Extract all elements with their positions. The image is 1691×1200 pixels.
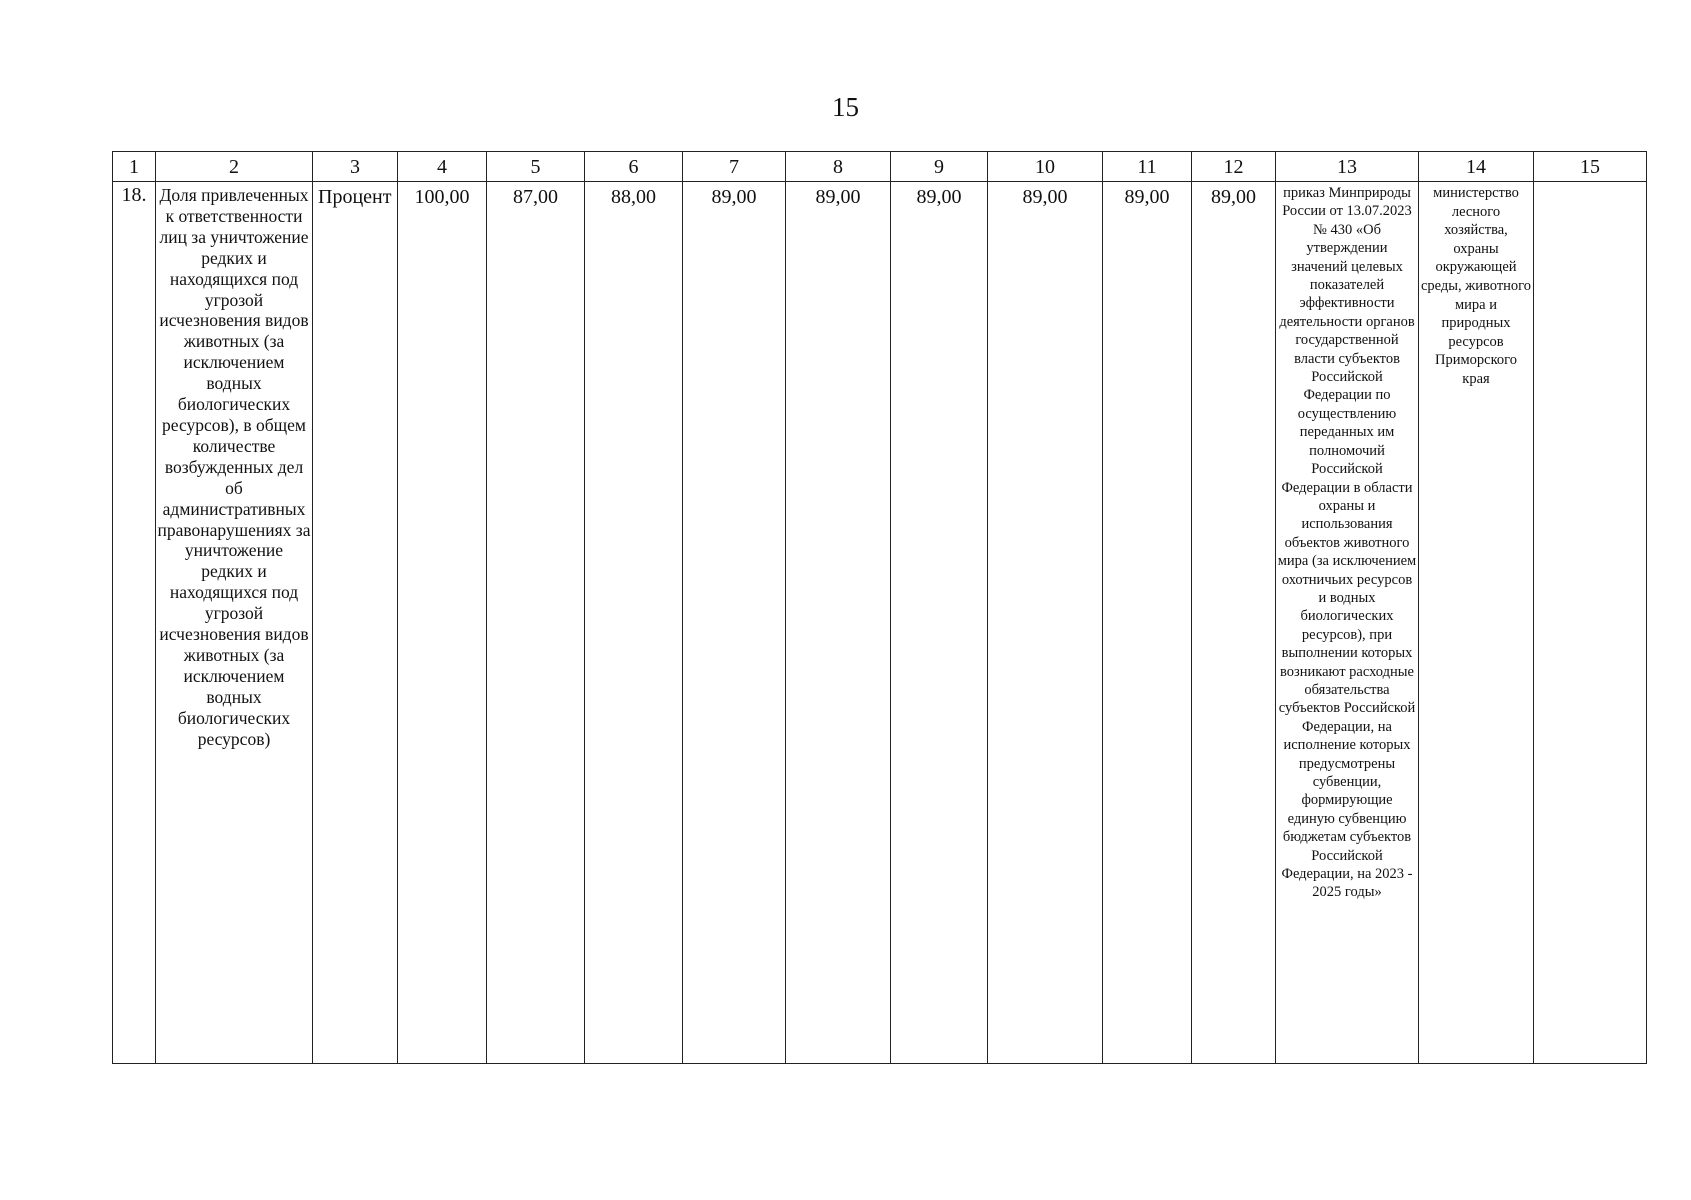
column-header: 5	[487, 152, 585, 182]
row-number: 18.	[113, 182, 156, 1064]
column-header: 12	[1192, 152, 1276, 182]
column-header: 15	[1534, 152, 1647, 182]
column-number-row	[113, 152, 1647, 182]
column-header: 2	[156, 152, 313, 182]
value-cell: 89,00	[1192, 182, 1276, 1064]
column-header: 1	[113, 152, 156, 182]
value-cell: 88,00	[585, 182, 683, 1064]
column-header: 10	[988, 152, 1103, 182]
value-cell: 100,00	[398, 182, 487, 1064]
unit-cell: Процент	[313, 182, 398, 1064]
legal-basis-cell: приказ Минприроды России от 13.07.2023 № 430 «Об утверждении значений целевых показателей эффективности деятельности органов государственной власти субъектов Российской Федерации по осуществлению переданных им полномочий Российской Федерации в области охраны и использования объектов животного мира (за исключением охотничьих ресурсов и водных биологических ресурсов), при выполнении которых возникают расходные обязательства субъектов Российской Федерации, на исполнение которых предусмотрены субвенции, формирующие единую субвенцию бюджетам субъектов Российской Федерации, на 2023 - 2025 годы»	[1276, 182, 1419, 1064]
responsible-body-cell: министерство лесного хозяйства, охраны окружающей среды, животного мира и природных ресурсов Приморского края	[1419, 182, 1534, 1064]
column-header: 9	[891, 152, 988, 182]
value-cell: 89,00	[1103, 182, 1192, 1064]
indicator-name: Доля привлеченных к ответственности лиц за уничтожение редких и находящихся под угрозой исчезновения видов животных (за исключением водных биологических ресурсов), в общем количестве возбужденных дел об административных правонарушениях за уничтожение редких и находящихся под угрозой исчезновения видов животных (за исключением водных биологических ресурсов)	[156, 182, 313, 1064]
value-cell: 89,00	[988, 182, 1103, 1064]
column-header: 7	[683, 152, 786, 182]
table-row	[113, 182, 1647, 1064]
column-header: 4	[398, 152, 487, 182]
indicator-table	[112, 151, 1647, 1064]
column-header: 6	[585, 152, 683, 182]
value-cell: 89,00	[891, 182, 988, 1064]
value-cell: 89,00	[786, 182, 891, 1064]
value-cell: 89,00	[683, 182, 786, 1064]
column-header: 11	[1103, 152, 1192, 182]
column-header: 14	[1419, 152, 1534, 182]
note-cell	[1534, 182, 1647, 1064]
page-number: 15	[832, 92, 859, 122]
column-header: 8	[786, 152, 891, 182]
column-header: 13	[1276, 152, 1419, 182]
column-header: 3	[313, 152, 398, 182]
value-cell: 87,00	[487, 182, 585, 1064]
